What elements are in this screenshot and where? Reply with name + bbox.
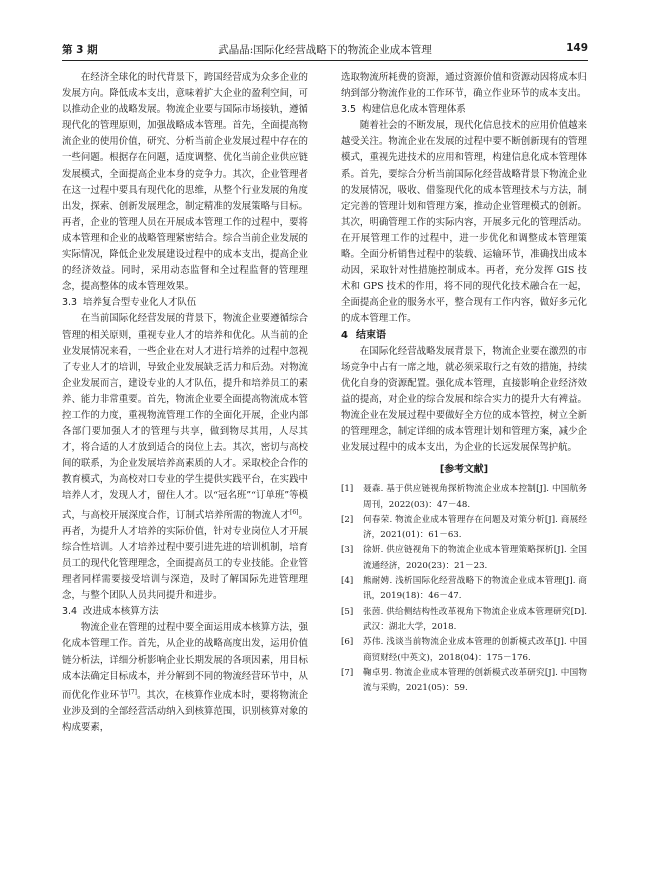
paragraph: 随着社会的不断发展，现代化信息技术的应用价值越来越受关注。物流企业在发展的过程中要不断创新现有的管理模式，重视先进技术的应用和管理，构建信息化成本管理体系。首先，要综合分析当前国际化经营战略背景下物流企业的发展情况，吸收、借鉴现代化的成本管理技术与方法，制定完善的管理计划和管理方案，推动企业管理模式的创新。其次，明确管理工作的实际内容，开展多元化的管理活动。在开展管理工作的过程中，进一步优化和调整成本管理策略。全面分析销售过程中的装载、运输环节，准确找出成本动因，采取针对性措施控制成本。再者，充分发挥 GIS 技术和 GPS 技术的作用，将不同的现代化技术融合在一起，全面提高企业的服务水平，整合现有工作内容，做好多元化的成本管理工作。 (341, 120, 587, 325)
reference-item (341, 574, 587, 605)
section-title: 结束语 (355, 329, 386, 341)
section-title: 改进成本核算方法 (83, 606, 159, 618)
section-heading-3-3 (62, 295, 308, 311)
paragraph: 在经济全球化的时代背景下，跨国经营成为众多企业的发展方向。降低成本支出，意味着扩大企业的盈利空间，可以推动企业的战略发展。物流企业要与国际市场接轨，遵循现代化的管理原则，加强战略成本管理。首先，全面提高物流企业的使用价值，研究、分析当前企业发展过程中存在的一些问题。根据存在问题，适度调整、优化当前企业供应链发展模式，全面提高企业本身的竞争力。其次，企业管理者在这一过程中要具有现代化的思维，从整个行业发展的角度出发，探索、创新发展理念，制定精准的发展策略与目标。再者，企业的管理人员在开展成本管理工作的过程中，要将成本管理和企业的战略管理紧密结合。综合当前企业发展的实际情况，降低企业发展建设过程中的成本支出，提高企业的经济效益。同时，采用动态监督和全过程监督的管理理念，提高整体的成本管理效果。 (62, 72, 308, 293)
reference-index: [2] (341, 514, 354, 525)
page-number: 149 (566, 42, 588, 54)
reference-index: [4] (341, 576, 354, 587)
section-number: 3.3 (62, 297, 78, 309)
section-title: 培养复合型专业化人才队伍 (83, 297, 197, 309)
reference-item (341, 543, 587, 574)
reference-item (341, 513, 587, 544)
citation-ref: [6] (289, 508, 299, 516)
text-run: 物流企业在管理的过程中要全面运用成本核算方法，强化成本管理工作。首先，从企业的战略高度出发，运用价值链分析法，详细分析影响企业长期发展的各项因素，用目标成本法确定目标成本，并分解到不同的物流经营环节中，从而优化作业环节 (62, 622, 308, 701)
paragraph (62, 620, 308, 736)
left-column (62, 70, 308, 736)
right-column (341, 70, 587, 696)
text-run: 。其次，在核算作业成本时，要将物流企业涉及到的全部经营活动纳入到核算范围，识别核算对象的构成要素， (62, 689, 308, 734)
page-header (62, 38, 588, 61)
section-heading-3-4 (62, 604, 308, 620)
reference-index: [1] (341, 484, 354, 495)
text-run: 。再者，为提升人才培养的实际价值，针对专业岗位人才开展综合性培训。人才培养过程中要引进先进的培训机制，培育员工的现代化管理理念，全面提高员工的专业技能。企业管理者同样需要接受培训与深造，及时了解国际先进管理理念，与整个团队人员共同提升和进步。 (62, 509, 308, 602)
citation-ref: [7] (128, 688, 137, 696)
reference-item (341, 666, 587, 697)
reference-text: 熊耐娉. 浅析国际化经营战略下的物流企业成本管理[J]. 商讯，2019(18)：46－47. (363, 576, 587, 602)
running-title: 武晶晶:国际化经营战略下的物流企业成本管理 (218, 44, 432, 56)
reference-index: [3] (341, 545, 354, 556)
reference-text: 何春荣. 物流企业成本管理存在问题及对策分析[J]. 商展经济，2021(01)：61－63. (363, 514, 587, 541)
references-title: [参考文献] (439, 464, 489, 476)
issue-number: 第 3 期 (62, 44, 98, 56)
section-title: 构建信息化成本管理体系 (362, 104, 466, 116)
section-number: 3.4 (62, 606, 78, 618)
reference-text: 苏伟. 浅谈当前物流企业成本管理的创新模式改革[J]. 中国商贸财经(中英文)，2018(04)：175－176. (363, 637, 587, 663)
reference-text: 聂森. 基于供应链视角探析物流企业成本控制[J]. 中国航务周刊，2022(03)：47－48. (363, 484, 587, 510)
reference-index: [5] (341, 606, 354, 617)
reference-index: [6] (341, 637, 354, 648)
section-number: 4 (341, 329, 348, 341)
reference-index: [7] (341, 667, 354, 678)
reference-text: 鞠卓男. 物流企业成本管理的创新模式改革研究[J]. 中国物流与采购，2021(05)：59. (363, 667, 587, 694)
reference-text: 张茵. 供给侧结构性改革视角下物流企业成本管理研究[D]. 武汉：湖北大学，2018. (363, 606, 587, 632)
text-run: 在当前国际化经营发展的背景下，物流企业要遵循综合管理的相关原则，重视专业人才的培养和优化。从当前的企业发展情况来看，一些企业在对人才进行培养的过程中忽视了专业人才的培训，导致企业发展缺乏活力和后劲。对物流企业发展而言，建设专业的人才队伍，提升和培养员工的素养、能力非常重要。首先，物流企业要全面提高物流成本管控工作的力度，重视物流管理工作的全面化开展，企业内部各部门要加强人才的管理与共享，做到物尽其用，人尽其才，将合适的人才放到适合的岗位上去。其次，密切与高校间的联系，为企业发展培养高素质的人才。采取校企合作的教育模式，为高校对口专业的学生提供实践平台，在实践中培养人才，发现人才，留住人才。以“冠名班”“订单班”等模式，与高校开展深度合作，订制式培养所需的物流人才 (62, 313, 308, 521)
section-number: 3.5 (341, 104, 357, 116)
reference-item (341, 635, 587, 666)
section-heading-3-5 (341, 102, 587, 118)
paragraph: 选取物流所耗费的资源，通过资源价值和资源动因将成本归纳到部分物流作业的工作环节，确立作业环节的成本支出。 (341, 72, 587, 100)
paragraph: 在国际化经营战略发展背景下，物流企业要在激烈的市场竞争中占有一席之地，就必须采取行之有效的措施，持续优化自身的资源配置。强化成本管理，直接影响企业经济效益的提高，对企业的综合发展和综合实力的提升大有裨益。物流企业在发展过程中要做好全方位的成本管控，树立全新的管理理念，制定详细的成本管理计划和管理方案，减少企业发展过程中的成本支出，为企业的长远发展保驾护航。 (341, 345, 587, 454)
reference-list (341, 482, 587, 696)
reference-item (341, 482, 587, 513)
paragraph (62, 311, 308, 604)
reference-text: 徐妍. 供应链视角下的物流企业成本管理策略探析[J]. 全国流通经济，2020(23)：21－23. (363, 545, 587, 571)
section-heading-4 (341, 328, 587, 344)
reference-item (341, 605, 587, 636)
